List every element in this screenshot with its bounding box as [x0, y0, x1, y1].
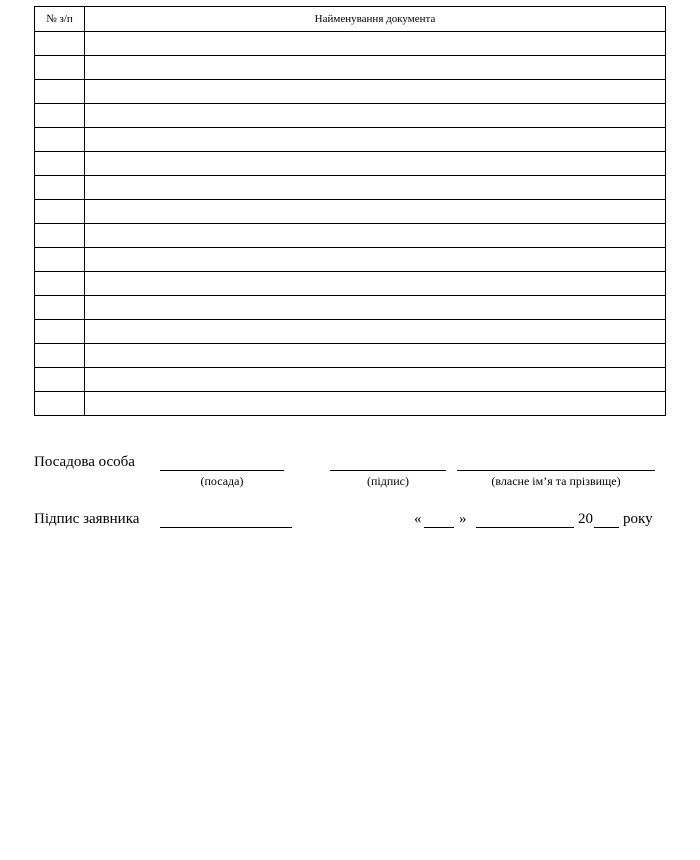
row-document-name-cell[interactable] — [85, 56, 666, 80]
table-row — [35, 224, 666, 248]
table-row — [35, 152, 666, 176]
row-document-name-cell[interactable] — [85, 104, 666, 128]
row-number-cell[interactable] — [35, 296, 85, 320]
table-row — [35, 32, 666, 56]
row-number-cell[interactable] — [35, 200, 85, 224]
row-document-name-cell[interactable] — [85, 392, 666, 416]
table-row — [35, 80, 666, 104]
table-body — [35, 32, 666, 416]
signature-field[interactable] — [330, 470, 446, 471]
table-row — [35, 344, 666, 368]
row-document-name-cell[interactable] — [85, 200, 666, 224]
documents-table — [34, 6, 666, 416]
row-document-name-cell[interactable] — [85, 80, 666, 104]
applicant-signature-field[interactable] — [160, 527, 292, 528]
row-number-cell[interactable] — [35, 392, 85, 416]
row-number-cell[interactable] — [35, 32, 85, 56]
row-document-name-cell[interactable] — [85, 32, 666, 56]
row-number-cell[interactable] — [35, 176, 85, 200]
row-number-cell[interactable] — [35, 224, 85, 248]
date-open-quote: « — [414, 511, 422, 527]
row-number-cell[interactable] — [35, 248, 85, 272]
table-row — [35, 128, 666, 152]
row-document-name-cell[interactable] — [85, 128, 666, 152]
name-caption: (власне ім’я та прізвище) — [491, 474, 621, 488]
row-number-cell[interactable] — [35, 152, 85, 176]
table-row — [35, 296, 666, 320]
table-row — [35, 248, 666, 272]
year-suffix: року — [623, 511, 653, 527]
table-row — [35, 392, 666, 416]
row-number-cell[interactable] — [35, 344, 85, 368]
row-number-cell[interactable] — [35, 56, 85, 80]
row-number-cell[interactable] — [35, 368, 85, 392]
row-document-name-cell[interactable] — [85, 344, 666, 368]
applicant-label: Підпис заявника — [34, 511, 140, 527]
year-prefix: 20 — [578, 511, 593, 527]
signature-caption: (підпис) — [366, 474, 410, 488]
header-number: № з/п — [35, 7, 85, 32]
position-field[interactable] — [160, 470, 284, 471]
row-number-cell[interactable] — [35, 272, 85, 296]
date-month-field[interactable] — [476, 527, 574, 528]
row-document-name-cell[interactable] — [85, 248, 666, 272]
row-document-name-cell[interactable] — [85, 152, 666, 176]
table-row — [35, 56, 666, 80]
date-year-field[interactable] — [594, 527, 619, 528]
table-header-row — [35, 7, 666, 32]
row-document-name-cell[interactable] — [85, 272, 666, 296]
header-document-name: Найменування документа — [85, 7, 666, 32]
row-document-name-cell[interactable] — [85, 176, 666, 200]
row-number-cell[interactable] — [35, 320, 85, 344]
name-field[interactable] — [457, 470, 655, 471]
table-row — [35, 272, 666, 296]
row-document-name-cell[interactable] — [85, 296, 666, 320]
date-day-field[interactable] — [424, 527, 454, 528]
table-row — [35, 200, 666, 224]
official-label: Посадова особа — [34, 454, 135, 470]
position-caption: (посада) — [200, 474, 244, 488]
table-row — [35, 176, 666, 200]
row-number-cell[interactable] — [35, 104, 85, 128]
table-row — [35, 320, 666, 344]
table-row — [35, 104, 666, 128]
date-close-quote: » — [459, 511, 467, 527]
table-row — [35, 368, 666, 392]
row-document-name-cell[interactable] — [85, 224, 666, 248]
row-number-cell[interactable] — [35, 80, 85, 104]
row-number-cell[interactable] — [35, 128, 85, 152]
row-document-name-cell[interactable] — [85, 320, 666, 344]
row-document-name-cell[interactable] — [85, 368, 666, 392]
